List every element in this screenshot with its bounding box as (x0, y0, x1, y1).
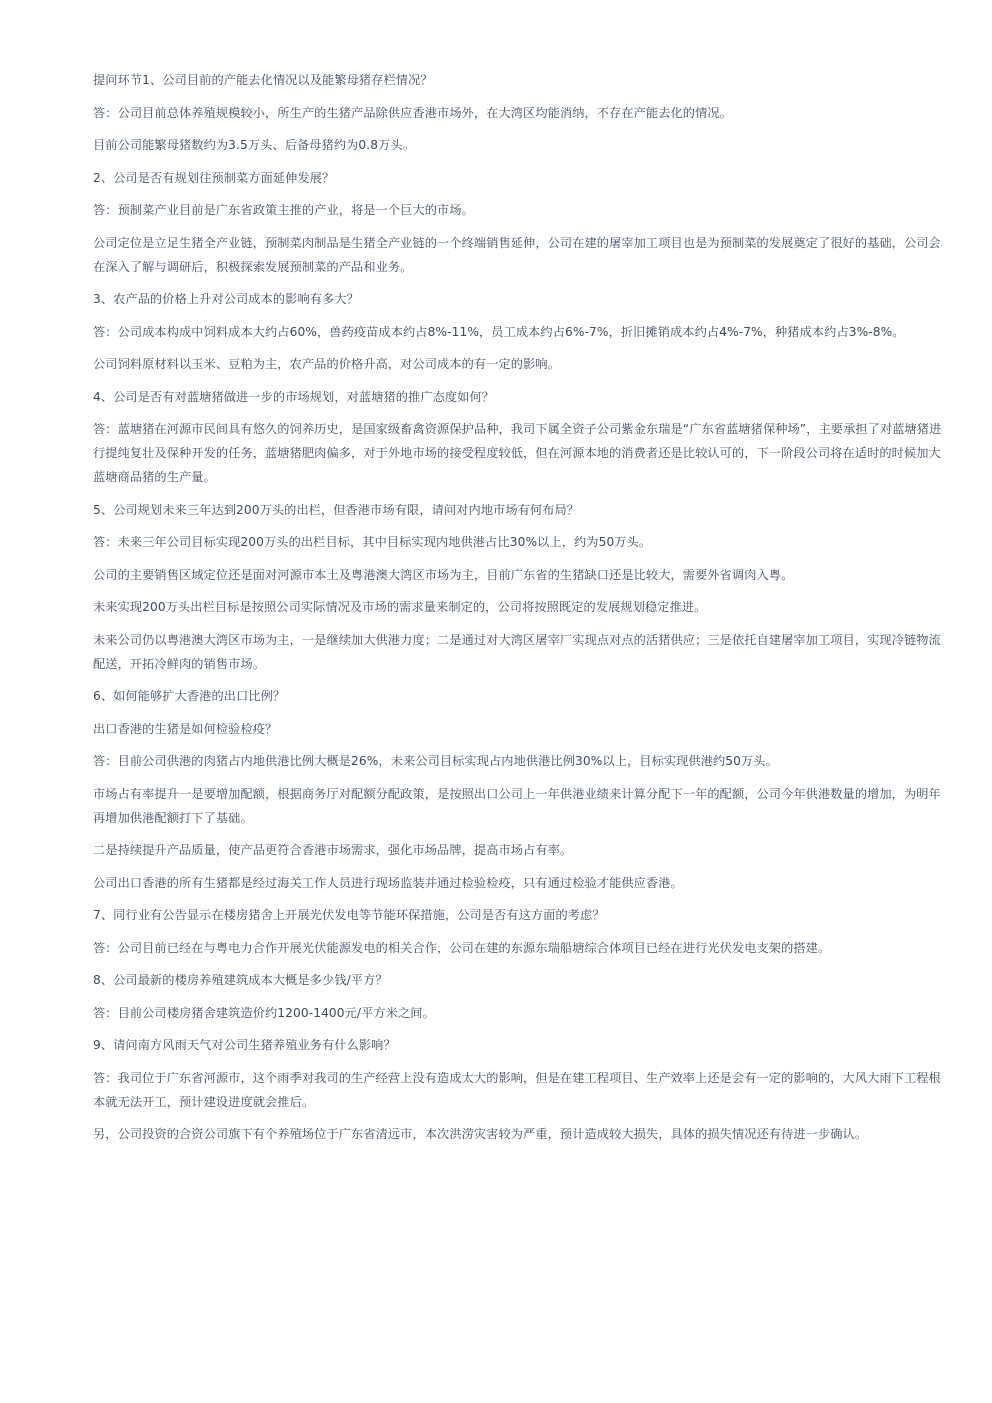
answer-paragraph: 答：公司成本构成中饲料成本大约占60%，兽药疫苗成本约占8%-11%，员工成本约占6%-7%，折旧摊销成本约占4%-7%，种猪成本约占3%-8%。 (93, 324, 905, 339)
answer-paragraph: 二是持续提升产品质量，使产品更符合香港市场需求，强化市场品牌，提高市场占有率。 (93, 843, 573, 857)
answer-paragraph: 答：目前公司供港的肉猪占内地供港比例大概是26%，未来公司目标实现占内地供港比例30%以上，目标实现供港约50万头。 (93, 754, 778, 768)
answer-paragraph: 未来实现200万头出栏目标是按照公司实际情况及市场的需求量来制定的，公司将按照既定的发展规划稳定推进。 (93, 600, 707, 614)
answer-paragraph: 公司定位是立足生猪全产业链，预制菜肉制品是生猪全产业链的一个终端销售延伸，公司在建的屠宰加工项目也是为预制菜的发展奠定了很好的基础，公司会在深入了解与调研后，积极探索发展预制菜的产品和业务。 (93, 235, 941, 274)
answer-paragraph: 目前公司能繁母猪数约为3.5万头、后备母猪约为0.8万头。 (93, 138, 415, 152)
question-7: 7、同行业有公告显示在楼房猪舍上开展光伏发电等节能环保措施，公司是否有这方面的考虑？ (93, 908, 605, 922)
answer-paragraph: 答：未来三年公司目标实现200万头的出栏目标，其中目标实现内地供港占比30%以上，约为50万头。 (93, 535, 652, 549)
answer-paragraph: 答：公司目前已经在与粤电力合作开展光伏能源发电的相关合作，公司在建的东源东瑞船塘综合体项目已经在进行光伏发电支架的搭建。 (93, 940, 831, 955)
answer-paragraph: 另，公司投资的合资公司旗下有个养殖场位于广东省清远市，本次洪涝灾害较为严重，预计造成较大损失，具体的损失情况还有待进一步确认。 (93, 1127, 868, 1141)
question-3: 3、农产品的价格上升对公司成本的影响有多大？ (93, 292, 359, 306)
answer-paragraph: 未来公司仍以粤港澳大湾区市场为主，一是继续加大供港力度；二是通过对大湾区屠宰厂实现点对点的活猪供应；三是依托自建屠宰加工项目，实现冷链物流配送，开拓冷鲜肉的销售市场。 (93, 632, 941, 671)
answer-paragraph: 答：我司位于广东省河源市，这个雨季对我司的生产经营上没有造成太大的影响，但是在建工程项目、生产效率上还是会有一定的影响的，大风大雨下工程根本就无法开工，预计建设进度就会推后。 (93, 1070, 941, 1109)
question-5: 5、公司规划未来三年达到200万头的出栏，但香港市场有限，请问对内地市场有何布局？ (93, 502, 580, 517)
answer-paragraph: 公司饲料原材料以玉米、豆粕为主，农产品的价格升高，对公司成本的有一定的影响。 (93, 357, 560, 371)
question-1: 提问环节1、公司目前的产能去化情况以及能繁母猪存栏情况？ (93, 73, 433, 87)
answer-paragraph: 公司出口香港的所有生猪都是经过海关工作人员进行现场监装并通过检验检疫，只有通过检验才能供应香港。 (93, 875, 683, 890)
question-2: 2、公司是否有规划往预制菜方面延伸发展？ (93, 170, 335, 185)
question-6: 6、如何能够扩大香港的出口比例？ (93, 689, 286, 703)
question-4: 4、公司是否有对蓝塘猪做进一步的市场规划，对蓝塘猪的推广态度如何？ (93, 389, 495, 404)
answer-paragraph: 公司的主要销售区域定位还是面对河源市本土及粤港澳大湾区市场为主，目前广东省的生猪缺口还是比较大，需要外省调肉入粤。 (93, 567, 794, 582)
answer-paragraph: 市场占有率提升一是要增加配额，根据商务厅对配额分配政策，是按照出口公司上一年供港业绩来计算分配下一年的配额，公司今年供港数量的增加，为明年再增加供港配额打下了基础。 (93, 786, 941, 825)
answer-paragraph: 答：蓝塘猪在河源市民间具有悠久的饲养历史，是国家级畜禽资源保护品种，我司下属全资子公司紫金东瑞是“广东省蓝塘猪保种场”，主要承担了对蓝塘猪进行提纯复壮及保种开发的任务，蓝塘猪肥肉偏多，对于外地市场的接受程度较低，但在河源本地的消费者还是比较认可的，下一阶段公司将在适时的时候加大蓝塘商品猪的生产量。 (93, 422, 942, 484)
answer-paragraph: 答：目前公司楼房猪舍建筑造价约1200-1400元/平方米之间。 (93, 1005, 435, 1020)
question-6-followup: 出口香港的生猪是如何检验检疫？ (93, 721, 278, 736)
answer-paragraph: 答：预制菜产业目前是广东省政策主推的产业，将是一个巨大的市场。 (93, 203, 474, 217)
document-body (93, 68, 945, 1155)
answer-paragraph: 答：公司目前总体养殖规模较小，所生产的生猪产品除供应香港市场外，在大湾区均能消纳，不存在产能去化的情况。 (93, 105, 732, 120)
question-8: 8、公司最新的楼房养殖建筑成本大概是多少钱/平方？ (93, 973, 388, 987)
question-9: 9、请问南方风雨天气对公司生猪养殖业务有什么影响？ (93, 1038, 396, 1052)
